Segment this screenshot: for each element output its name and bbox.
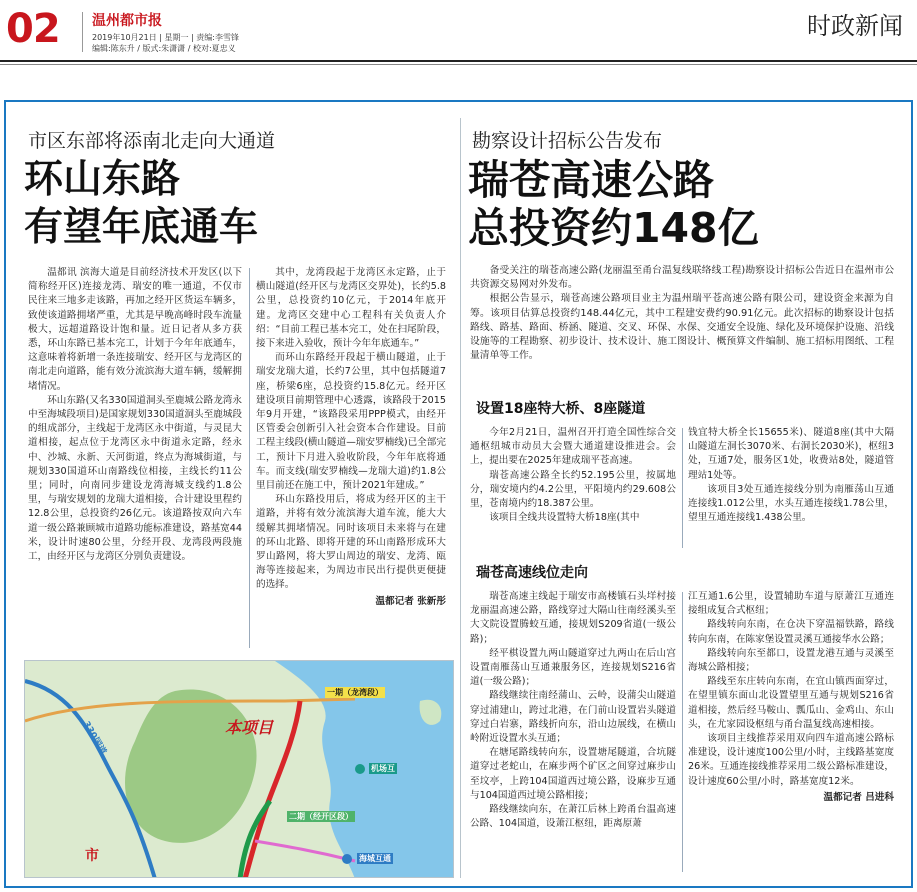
right-paragraph: 路线转向东至都口，设置龙港互通与灵溪至海城公路相接； [688, 647, 894, 674]
left-paragraph: 而环山东路经开段起于横山隧道，止于瑞安龙瑞大道，长约7公里，其中包括隧道7座，桥梁6座，总投资约15.8亿元。经开区建设项目前期管理中心透露，该路段于2015年9月开建，“该路段采用PPP模式，由经开区管委会创新引入社会资本合作建设。目前工程主线段(横山隧道—瑞安罗楠线)已全部完工，预计下月进入验收阶段，今年年底将通车。而支线(瑞安罗楠线—龙瑞大道)约1.8公里目前还在施工中，预计2021年建成。” [256, 352, 446, 492]
right-paragraph: 路线继续往南经蒲山、云岭，设蒲尖山隧道穿过浦建山，跨过北港，在门前山设置岩头隧道穿过白岩寨，路线折向东，沿山边展线，在横山岭附近设置水头互通； [470, 690, 676, 745]
right-headline [468, 156, 759, 252]
left-column-2 [256, 266, 446, 609]
masthead-rule-thin [0, 64, 917, 65]
route-map [24, 660, 454, 878]
right-paragraph: 路线继续向东，在萧江后林上跨甬台温高速公路、104国道，设萧江枢纽，距离原萧 [470, 804, 676, 830]
map-label-phase1: 一期（龙湾段） [327, 688, 383, 697]
right-paragraph: 备受关注的瑞苍高速公路(龙丽温至甬台温复线联络线工程)勘察设计招标公告近日在温州市公共资源交易网对外发布。 [470, 265, 894, 291]
map-label-airport: 机场互 [371, 764, 395, 773]
right-headline-line1: 瑞苍高速公路 [468, 156, 714, 204]
page-number: 02 [6, 6, 60, 52]
right-paragraph: 在塘尾路线转向东，设置塘尾隧道，合坑隧道穿过老蛇山，在麻步两个矿区之间穿过麻步山至坟亭，上跨104国道西过境公路，设麻步互通与104国道西过境公路相接； [470, 747, 676, 801]
right-s2-column-1 [470, 590, 676, 831]
left-headline-line2: 有望年底通车 [24, 205, 259, 250]
staff-line: 编辑:陈东升 / 版式:朱潇潇 / 校对:夏忠义 [92, 44, 236, 53]
right-paragraph: 该项目主线推荐采用双向四车道高速公路标准建设，设计速度100公里/小时，主线路基宽度26米。互通连接线推荐采用二级公路标准建设，设计速度60公里/小时，路基宽度12米。 [688, 733, 894, 787]
right-paragraph: 今年2月21日，温州召开打造全国性综合交通枢纽城市动员大会暨大通道建设推进会。会上，提出要在2025年建成瑞平苍高速。 [470, 427, 676, 467]
right-s1-column-2 [688, 426, 894, 525]
masthead [0, 0, 917, 62]
left-paragraph: 其中，龙湾段起于龙湾区永定路，止于横山隧道(经开区与龙湾区交界处)，长约5.8公里，总投资约10亿元，于2014年底开建。龙湾区交建中心工程科有关负责人介绍：“目前工程已基本完工，处在扫尾阶段，接下来进入验收，预计今年年底通车。” [256, 267, 446, 350]
right-subhead-1: 设置18座特大桥、8座隧道 [476, 401, 646, 417]
interchange-marker [342, 854, 352, 864]
paper-name: 温州都市报 [92, 13, 162, 29]
map-label-project: 本项目 [225, 718, 274, 737]
right-paragraph: 该项目全线共设置特大桥18座(其中 [489, 512, 640, 524]
right-paragraph: 路线转向东南，在仓决下穿温福铁路，路线转向东南，在陈家堡设置灵溪互通接华水公路； [688, 619, 894, 645]
map-label-phase2: 二期（经开区段） [289, 812, 353, 821]
column-rule [249, 268, 250, 648]
left-byline: 温都记者 张新彤 [375, 595, 446, 607]
left-headline [24, 156, 258, 252]
left-paragraph: 温都讯 滨海大道是目前经济技术开发区(以下简称经开区)连接龙湾、瑞安的唯一通道，不仅市民往来三地多走该路，再加之经开区货运车辆多，致使该道路拥堵严重，尤其是早晚高峰时段车流量极大，远超道路设计饱和量。近日记者从多方获悉，环山东路已基本完工，计划于今年年底通车，这意味着将新增一条连接瑞安、经开区与龙湾区的南北走向道路，能有效分流滨海大道车辆，缓解拥堵情况。 [28, 267, 242, 392]
right-paragraph: 根据公告显示，瑞苍高速公路项目业主为温州瑞平苍高速公路有限公司，建设资金来源为自筹。该项目估算总投资约148.44亿元，其中工程建安费约90.91亿元。此次招标的勘察设计包括路线、路基、路面、桥涵、隧道、交叉、环保、水保、交通安全设施、绿化及环境保护设施、沿线设施等的工程勘察、初步设计、技术设计、施工图设计、概预算文件编制、施工招标用图纸、工程量清单等工作。 [470, 293, 894, 362]
right-paragraph: 瑞苍高速公路全长约52.195公里，按属地分，瑞安境内约4.2公里，平阳境内约29.608公里，苍南境内约18.387公里。 [470, 469, 676, 510]
article-divider [460, 118, 461, 878]
left-paragraph: 环山东路(又名330国道洞头至鹿城公路龙湾永中至海城段项目)是国家规划330国道洞头至鹿城段的组成部分，主线起于龙湾区永中街道，与灵昆大道相接，起点位于龙湾区永中街道永定路，经永中、沙城、永新、天河街道，终点为海城街道，与规划330国道环山南路线位相接，主线长约11公里；同时，向南同步建设龙湾海城支线约1.8公里，与瑞安规划的龙瑞大道相接，合计建设里程约12.8公里，总投资约26亿元。该道路按双向六车道一级公路兼顾城市道路功能标准建设，路基宽44米，设计时速80公里，分经开段、龙湾段两段施工，由经开区与龙湾区分别负责建设。 [28, 394, 242, 563]
date-line: 2019年10月21日 | 星期一 | 责编:李雪锋 [92, 33, 239, 42]
column-rule [682, 428, 683, 548]
left-headline-line1: 环山东路 [24, 157, 181, 202]
right-paragraph: 江互通1.6公里，设置辅助车道与原萧江互通连接组成复合式枢纽； [688, 591, 894, 617]
right-paragraph: 瑞苍高速主线起于瑞安市高楼镇石头垟村接龙丽温高速公路，路线穿过大隔山往南经溪头至大文院设置腾蛟互通，接规划S209省道(一级公路)； [470, 591, 676, 645]
right-paragraph: 路线至东庄转向东南，在宜山镇西面穿过，在望里镇东面山北设置望里互通与规划S216省道相接，然后经马鞍山、瓢瓜山、金鸡山、东山头，在尤家园设枢纽与甬台温复线高速相接。 [688, 676, 894, 730]
right-headline-line2: 总投资约148亿 [468, 204, 759, 252]
right-paragraph: 该项目3处互通连接线分别为南雁荡山互通连接线1.012公里，水头互通连接线1.78公里，望里互通连接线1.438公里。 [688, 483, 894, 524]
map-label-city: 市 [85, 848, 99, 864]
section-title: 时政新闻 [807, 12, 903, 40]
left-kicker: 市区东部将添南北走向大通道 [28, 130, 276, 152]
right-s1-column-1 [470, 426, 676, 525]
masthead-divider [82, 12, 83, 52]
left-paragraph: 环山东路投用后，将成为经开区的主干道路，并将有效分流滨海大道车流，能大大缓解其拥堵情况。同时该项目未来将与在建的环山北路、即将开建的环山南路形成环大罗山路网，将大罗山周边的瑞安、龙湾、瓯海等连接起来，为周边市民出行提供更便捷的选择。 [256, 494, 446, 591]
right-subhead-2: 瑞苍高速线位走向 [476, 565, 588, 581]
right-paragraph: 钱宜特大桥全长15655米)、隧道8座(其中大隔山隧道左洞长3070米、右洞长2030米)，枢纽3处，互通7处，服务区1处，收费站8处，隧道管理站1处等。 [688, 427, 894, 481]
left-column-1 [28, 266, 242, 564]
right-paragraph: 经平棋设置九两山隧道穿过九两山在后山宫设置南雁荡山互通兼服务区，连接规划S216省道(一级公路)； [470, 647, 676, 688]
map-label-interchange: 海城互通 [359, 854, 391, 863]
right-s2-column-2 [688, 590, 894, 805]
airport-marker [355, 764, 365, 774]
map-label-330: 330国道 [80, 719, 108, 757]
right-lead [470, 264, 894, 363]
masthead-meta [92, 32, 312, 54]
right-kicker: 勘察设计招标公告发布 [472, 130, 663, 152]
right-byline: 温都记者 吕进科 [823, 791, 894, 803]
column-rule [682, 592, 683, 872]
masthead-rule [0, 60, 917, 62]
